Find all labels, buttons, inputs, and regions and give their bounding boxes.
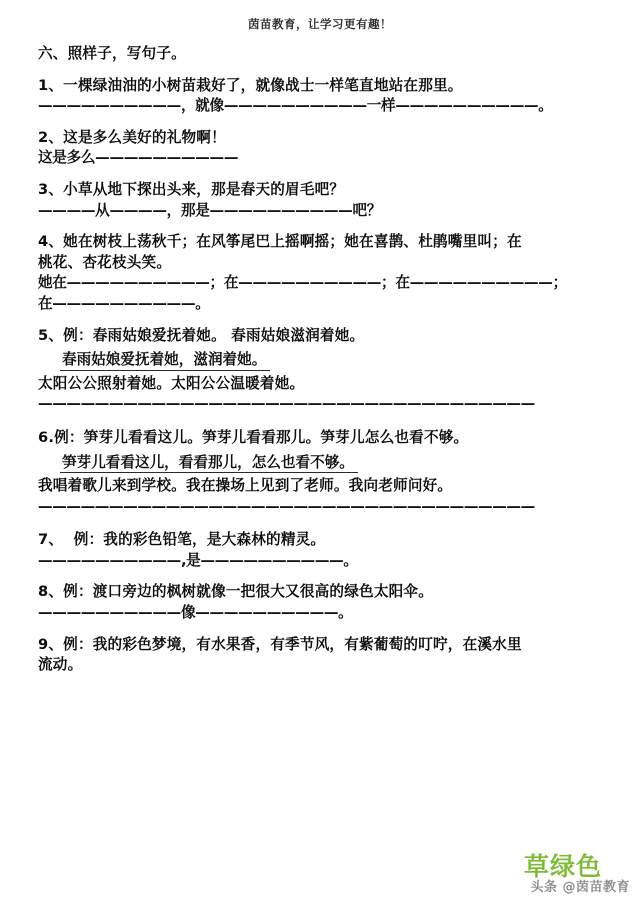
question-5-answer-wrap	[38, 349, 610, 371]
question-8-prompt: 8、例：渡口旁边的枫树就像一把很大又很高的绿色太阳伞。	[38, 583, 433, 601]
watermark-label: 草绿色	[523, 852, 602, 881]
question-9-prompt-line-1: 9、例：我的彩色梦境，有水果香，有季节风，有紫葡萄的叮咛，在溪水里	[38, 635, 522, 653]
question-6-prompt: 6.例：笋芽儿看看这儿。笋芽儿看看那儿。笋芽儿怎么也看不够。	[38, 428, 469, 446]
question-3-blank[interactable]: ————从————，那是——————————吧？	[38, 201, 382, 219]
footer-credit: 头条 @茵苗教育	[530, 880, 630, 895]
question-6-answer-separator[interactable]: ———————————————————————————————————	[38, 497, 535, 515]
question-3-prompt: 3、小草从地下探出头来，那是春天的眉毛吧？	[38, 180, 345, 198]
question-6-answer[interactable]: 笋芽儿看看这儿，看看那儿，怎么也看不够。	[60, 456, 358, 474]
question-5-task: 太阳公公照射着她。太阳公公温暖着她。	[38, 374, 305, 392]
question-1-prompt: 1、一棵绿油油的小树苗栽好了，就像战士一样笔直地站在那里。	[38, 76, 463, 94]
question-9-prompt-line-2: 流动。	[38, 656, 83, 674]
question-5-prompt: 5、例：春雨姑娘爱抚着她。 春雨姑娘滋润着她。	[38, 326, 365, 344]
question-7-prompt: 7、 例：我的彩色铅笔，是大森林的精灵。	[38, 531, 326, 549]
question-5-answer-separator[interactable]: ———————————————————————————————————	[38, 395, 535, 413]
question-8-blank[interactable]: ——————————像——————————。	[38, 604, 353, 622]
question-2-prompt: 2、这是多么美好的礼物啊！	[38, 128, 226, 146]
page-header-banner: 茵苗教育，让学习更有趣！	[248, 17, 392, 31]
question-4-prompt-line-2: 桃花、杏花枝头笑。	[38, 253, 172, 271]
question-6-answer-wrap	[38, 452, 610, 474]
question-4-blank-line-2[interactable]: 在——————————。	[38, 294, 210, 312]
section-title: 六、照样子，写句子。	[38, 45, 186, 62]
question-1-blank[interactable]: ——————————，就像——————————一样——————————。	[38, 97, 553, 115]
question-6-task: 我唱着歌儿来到学校。我在操场上见到了老师。我向老师问好。	[38, 477, 453, 495]
worksheet-body	[38, 47, 610, 690]
question-4-prompt-line-1: 4、她在树枝上荡秋千；在风筝尾巴上摇啊摇；她在喜鹊、杜鹃嘴里叫；在	[38, 233, 522, 251]
question-2-blank[interactable]: 这是多么——————————	[38, 149, 239, 167]
question-7-blank[interactable]: ——————————,是——————————。	[38, 551, 358, 569]
question-4-blank-line-1[interactable]: 她在——————————；在——————————；在——————————；	[38, 274, 567, 292]
question-5-answer[interactable]: 春雨姑娘爱抚着她，滋润着她。	[60, 353, 270, 371]
